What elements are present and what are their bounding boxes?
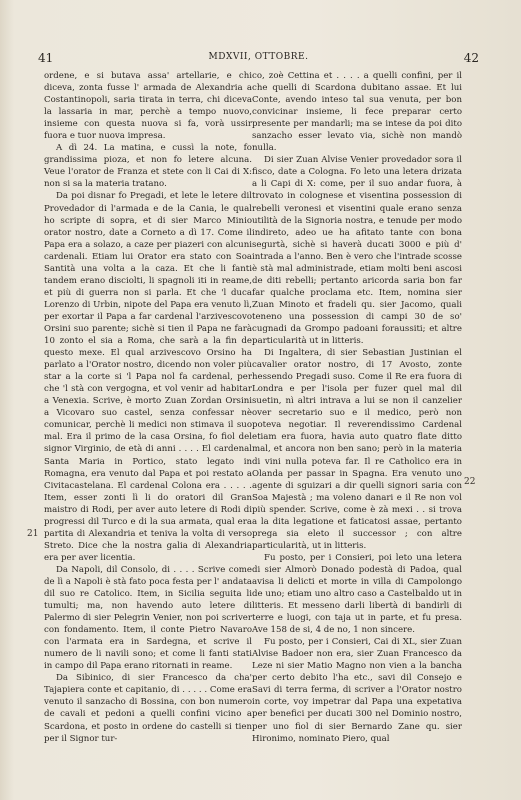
running-title: MDXVII, OTTOBRE. [208,52,309,62]
paragraph: ordene, e si butava assa' artellarie, e chi diceva, zonta fusse l' armada de Alexandria a Costantinopoli, saria tirata in terra, chi diceva la lassaria in mar, perchè a tempo nuovo, insieme con questa nuova si fa, vorà ussir fuora e tuor nuova impresa. [44,71,252,142]
margin-number-left: 21 [27,529,39,539]
paragraph: A dì 24. La matina, e cussì la note, fo grandissima pioza, et non fo letere alcuna. Veue l'orator de Franza et stete con li Cai di X: non si sa la materia tratano. [44,143,252,190]
paragraph: co, zoè Cettina et . . . . a quelli confini, per il che quelli di Scardona dubitano assae. Et lui Conte, avendo inteso tal sua venuta, per bon convicinar insieme, li fece preparar certo presente per mandarli; ma se intese da poi dito sanzacho esser levato via, sichè non mandò nulla. [252,71,462,154]
paragraph: Da poi disnar fo Pregadi, et lete le letere dil Provedador di l'armada e de la Cania, le qual ho scripte di sopra, et di sier Marco Minio orator nostro, date a Corneto a dì 17. Come il Papa era a solazo, a caze per piazeri con alcuni cardenali. Etiam lui Orator era stato con Soa Santità una volta a la caza. Et che li fanti tandem erano disciolti, li spagnoli iti in reame, et più di guerra non si parla. Et che 'l duca Lorenzo di Urbin, nipote del Papa era venuto lì, per exortar il Papa a far cardenal l'arzivescovo Orsini suo parente; sichè si tien il Papa ne farà 10 zonto el sia a Roma, che sarà a la fin de questo mexe. El qual arzivescovo Orsino ha parlato a l'Orator nostro, dicendo non voler più star a la corte si 'l Papa nol fa cardenal, per che 'l stà con vergogna, et vol venir ad habitar a Venexia. Scrive, è morto Zuan Zordan Orsini a Vicovaro suo castel, senza confessar nè comunicar, perchè li medici non stimava il suo mal. Era il primo de la casa Orsina, fo fiol del signor Virginio, de età di anni . . . . El cardenal Santa Maria in Portico, stato legato in Romagna, era venuto dal Papa et poi restato a Civitacastelana. El cardenal Colona era . . . . . Item, esser zonti lì li do oratori dil Gran maistro di Rodi, per aver auto letere di Rodi di progressi dil Turco e di la sua armata, qual era partita di Alexandria et teniva la volta di verso Streto. Dice che la nostra galia di Alexandria era per aver licentia. [44,191,252,563]
paragraph: Fu posto, per i Consieri, poi leto una letera di sier Almorò Donado podestà di Padoa, qual avisa li delicti et morte in villa di Campolongo de uno; etiam uno altro caso a Castelbaldo ut in litteris. Et messeno darli libertà di bandirli di terre e luogi, con taja ut in parte, et fu presa. Ave 158 de si, 4 de no, 1 non sincere. [252,552,462,636]
paragraph: Di Ingaltera, di sier Sebastian Justinian el cavalier orator nostro, di 17 Avosto, zonte hessendo Pregadi suso. Come il Re era fuora di Londra e per l'isola per fuzer quel mal dil suetin, nì altri intrava a lui se non il canzelier over secretario suo e il medico, però non poteva negotiar. Il reverendissimo Cardenal etiam era fuora, havia auto quatro flate ditto mal, et ancora non ben sano; però in la materia di vini nulla poteva far. Il re Catholico era in Olanda per passar in Spagna. Era venuto uno agente di sguizari a dir quelli signori saria con Soa Majestà ; ma voleno danari e il Re non vol più spender. Scrive, come è zà mexi . . si trova a la dita legatione et faticatosi assae, pertanto prega sia eleto il successor ; con altre particularità, ut in litteris. [252,348,462,551]
left-column [44,70,252,745]
paragraph: Di sier Zuan Alvise Venier provedador sora il fisco, date a Cologna. Fo leto una letera drizata a li Capi di X: come, per il suo andar fuora, à trovato in colognese et visentina possession di rebelli veronesi et visentini quale erano senza utilità de la Signoria nostra, e tenude per modo indireto, adeo ue ha afitato tante con bona segurtà, sichè si haverà ducati 3000 e più d' intrada a l'anno. Ben è vero che l'intrade scosse è stà mal administrade, etiam molti beni ascosi de diti rebelli; pertanto aricorda saria bon far far qualche proclama etc. Item, nomina sier Zuan Minoto et fradeli qu. sier Jacomo, quali teneno una possession di campi 30 de so' cugnadi da Grompo padoani foraussiti; et altre particularità ut in litteris. [252,155,462,347]
column-divider [249,74,250,764]
page-number-left: 41 [38,51,54,65]
paragraph: Da Napoli, dil Consolo, di . . . . Scrive come de lì a Napoli è stà fato poca festa per l' andata dil suo re Catolico. Item, in Sicilia seguita li tumulti; ma, non havendo auto letere di Palermo di sier Pelegrin Venier, non poi scriver con fondamento. Item, il conte Pietro Navaro con l'armata era in Sardegna, et scrive il numero de li navili sono; et come li fanti stati in campo dil Papa erano ritornati in reame. [44,564,252,672]
page-number-right: 42 [463,51,479,65]
page-header [38,51,479,69]
paragraph: Fu posto, per i Consieri, Cai di XL, sier Zuan Alvise Badoer non era, sier Zuan Francesco da Leze ni sier Matio Magno non vien a la bancha per certo debito l'ha etc., savi dil Consejo e Savi di terra ferma, di scriver a l'Orator nostro in corte, voy impetrar dal Papa una expetativa per benefici per ducati 300 nel Dominio nostro, per uno fiol di sier Bernardo Zane qu. sier Hironimo, nominato Piero, qual [252,637,462,744]
right-column [252,70,462,745]
margin-number-right: 22 [464,477,476,487]
paragraph: Da Sibinico, di sier Francesco da cha' Tajapiera conte et capitanio, di . . . . . Come era venuto il sanzacho di Bossina, con bon numero de cavali et pedoni a quelli confini vicino a Scardona, et posto in ordene do castelli si tien per il Signor tur- [44,673,252,744]
